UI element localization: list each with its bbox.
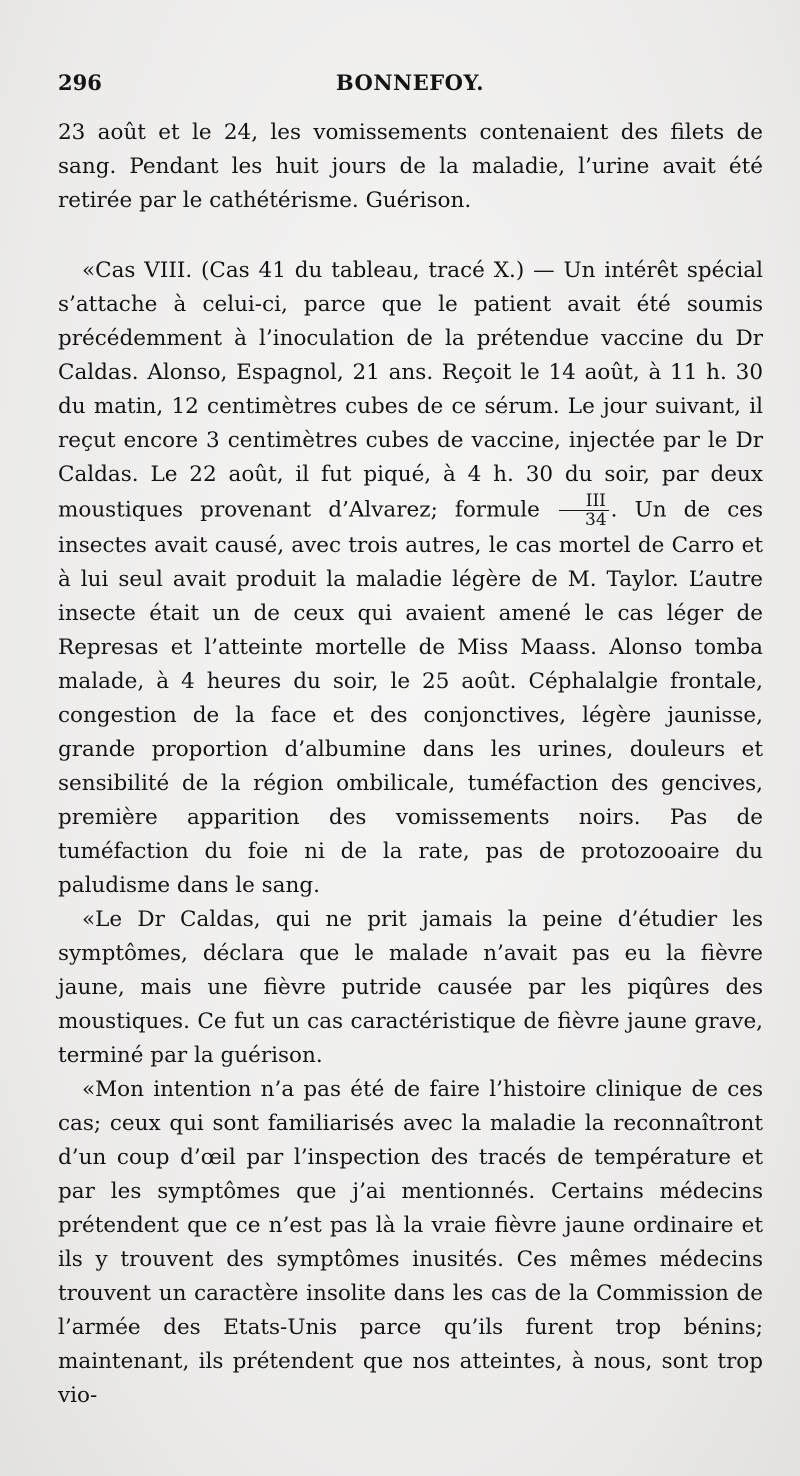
- paragraph-caldas: «Le Dr Caldas, qui ne prit jamais la peine d’étudier les symptômes, déclara que le malade n’avait pas eu la fièvre jaune, mais une fièvre putride causée par les piqûres des moustiques. Ce fut un cas caractéristique de fièvre jaune grave, terminé par la guérison.: [58, 907, 763, 1068]
- page-header: [58, 70, 762, 104]
- paragraph-case-viii-part-b: . Un de ces insectes avait causé, avec trois autres, le cas mortel de Carro et à lui seul avait produit la maladie légère de M. Taylor. L’autre insecte était un de ceux qui avaient amené le cas léger de Represas et l’atteinte mortelle de Miss Maass. Alonso tomba malade, à 4 heures du soir, le 25 août. Céphalalgie frontale, congestion de la face et des conjonctives, légère jaunisse, grande proportion d’albumine dans les urines, douleurs et sensibilité de la région ombilicale, tuméfaction des gencives, première apparition des vomissements noirs. Pas de tuméfaction du foie ni de la rate, pas de protozooaire du paludisme dans le sang.: [58, 497, 764, 898]
- formula-denominator: 34: [585, 510, 607, 530]
- paragraph-case-viii: [58, 254, 763, 903]
- running-head: BONNEFOY.: [335, 70, 485, 95]
- paragraph-intention: «Mon intention n’a pas été de faire l’histoire clinique de ces cas; ceux qui sont familiarisés avec la maladie la reconnaîtront d’un coup d’œil par l’inspection des tracés de température et par les symptômes que j’ai mentionnés. Certains médecins prétendent que ce n’est pas là la vraie fièvre jaune ordinaire et ils y trouvent des symptômes inusités. Ces mêmes médecins trouvent un caractère insolite dans les cas de la Commission de l’armée des Etats-Unis parce qu’ils furent trop bénins; maintenant, ils prétendent que nos atteintes, à nous, sont trop vio-: [58, 1077, 763, 1408]
- paragraph-1: 23 août et le 24, les vomissements contenaient des filets de sang. Pendant les huit jours de la maladie, l’urine avait été retirée par le cathétérisme. Guérison.: [58, 120, 763, 213]
- page-number: 296: [58, 70, 102, 95]
- formula-numerator: III: [559, 492, 609, 511]
- body-text: [58, 116, 763, 1413]
- paragraph-case-viii-part-a: «Cas VIII. (Cas 41 du tableau, tracé X.) — Un intérêt spécial s’attache à celui-ci, parce que le patient avait été soumis précédemment à l’inoculation de la prétendue vaccine du Dr Caldas. Alonso, Espagnol, 21 ans. Reçoit le 14 août, à 11 h. 30 du matin, 12 centimètres cubes de ce sérum. Le jour suivant, il reçut encore 3 centimètres cubes de vaccine, injectée par le Dr Caldas. Le 22 août, il fut piqué, à 4 h. 30 du soir, par deux moustiques provenant d’Alvarez; formule: [58, 258, 763, 523]
- formula-fraction: [559, 492, 609, 529]
